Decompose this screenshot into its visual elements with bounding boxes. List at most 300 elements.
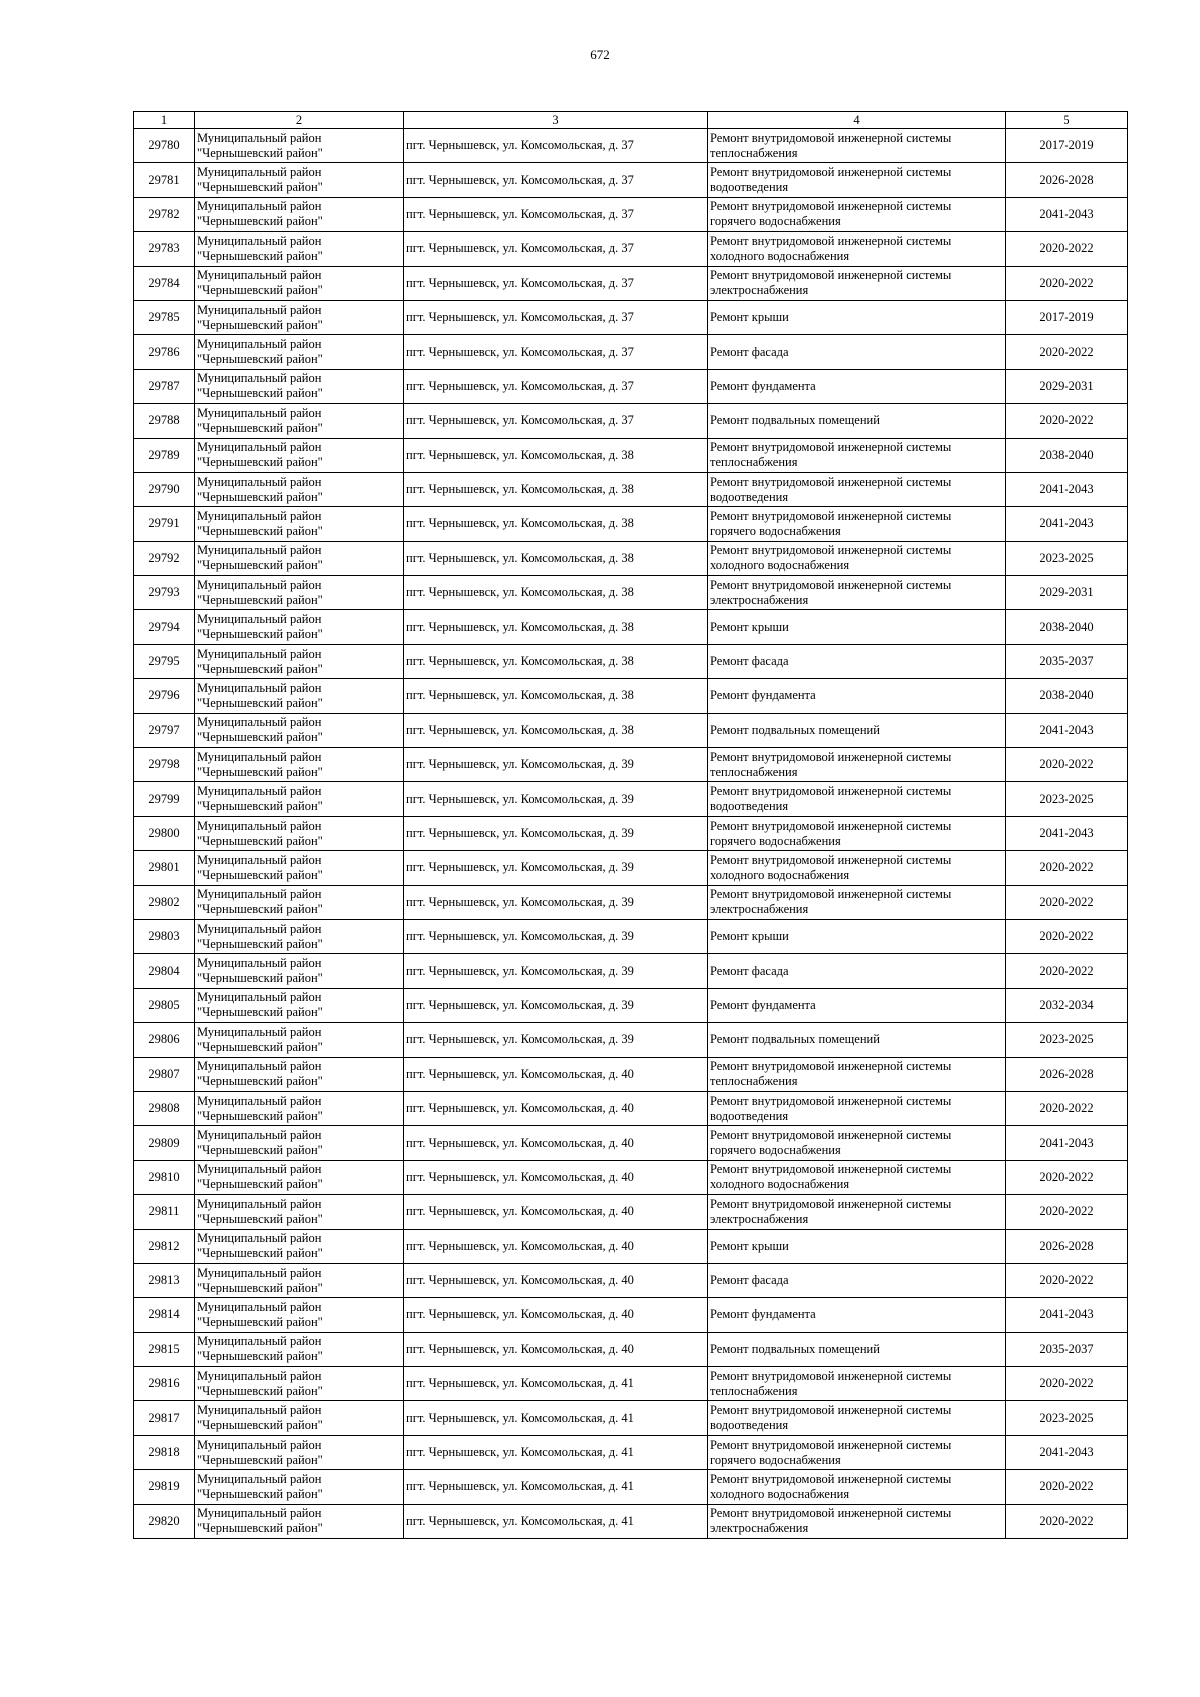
work-type-line: Ремонт внутридомовой инженерной системы <box>710 1437 952 1452</box>
column-number-row <box>134 112 1128 129</box>
table-row <box>134 266 1128 300</box>
work-type-line: электроснабжения <box>710 283 809 298</box>
municipality-line: "Чернышевский район" <box>197 558 323 573</box>
period-cell: 2020-2022 <box>1006 1367 1128 1401</box>
municipality-cell <box>195 404 404 438</box>
municipality-line: "Чернышевский район" <box>197 1383 323 1398</box>
work-type-line: водоотведения <box>710 489 789 504</box>
municipality-cell <box>195 1332 404 1366</box>
table-body <box>134 129 1128 1539</box>
period-cell: 2026-2028 <box>1006 1057 1128 1091</box>
address-cell: пгт. Чернышевск, ул. Комсомольская, д. 40 <box>404 1263 708 1297</box>
work-type-cell <box>708 163 1006 197</box>
table-row <box>134 163 1128 197</box>
municipality-line: "Чернышевский район" <box>197 627 323 642</box>
municipality-line: Муниципальный район <box>197 921 322 936</box>
municipality-cell <box>195 1470 404 1504</box>
municipality-cell <box>195 576 404 610</box>
page-number: 672 <box>590 47 610 62</box>
table-row <box>134 679 1128 713</box>
work-type-line: водоотведения <box>710 799 789 814</box>
municipality-line: Муниципальный район <box>197 371 322 386</box>
work-type-line: электроснабжения <box>710 592 809 607</box>
municipality-line: "Чернышевский район" <box>197 764 323 779</box>
municipality-line: "Чернышевский район" <box>197 592 323 607</box>
address-cell: пгт. Чернышевск, ул. Комсомольская, д. 39 <box>404 885 708 919</box>
column-header-5: 5 <box>1006 112 1128 129</box>
municipality-line: Муниципальный район <box>197 818 322 833</box>
municipality-line: Муниципальный район <box>197 749 322 764</box>
address-cell: пгт. Чернышевск, ул. Комсомольская, д. 38 <box>404 610 708 644</box>
table-row <box>134 851 1128 885</box>
work-type-line: теплоснабжения <box>710 1383 798 1398</box>
work-type-cell <box>708 1401 1006 1435</box>
municipality-cell <box>195 232 404 266</box>
municipality-cell <box>195 197 404 231</box>
municipality-cell <box>195 782 404 816</box>
municipality-line: "Чернышевский район" <box>197 799 323 814</box>
work-type-cell <box>708 1367 1006 1401</box>
period-cell: 2038-2040 <box>1006 610 1128 644</box>
period-cell: 2029-2031 <box>1006 369 1128 403</box>
municipality-line: "Чернышевский район" <box>197 352 323 367</box>
row-number: 29799 <box>134 782 195 816</box>
municipality-line: "Чернышевский район" <box>197 1418 323 1433</box>
work-type-cell <box>708 816 1006 850</box>
period-cell: 2038-2040 <box>1006 679 1128 713</box>
work-type-line: электроснабжения <box>710 902 809 917</box>
row-number: 29802 <box>134 885 195 919</box>
municipality-cell <box>195 438 404 472</box>
table-row <box>134 988 1128 1022</box>
address-cell: пгт. Чернышевск, ул. Комсомольская, д. 39 <box>404 988 708 1022</box>
municipality-line: "Чернышевский район" <box>197 695 323 710</box>
period-cell: 2026-2028 <box>1006 1229 1128 1263</box>
table-row <box>134 232 1128 266</box>
period-cell: 2020-2022 <box>1006 335 1128 369</box>
work-type-line: холодного водоснабжения <box>710 248 850 263</box>
municipality-cell <box>195 1229 404 1263</box>
municipality-line: Муниципальный район <box>197 233 322 248</box>
municipality-cell <box>195 1126 404 1160</box>
work-type-line: холодного водоснабжения <box>710 867 850 882</box>
table-row <box>134 541 1128 575</box>
work-type-cell <box>708 1332 1006 1366</box>
row-number: 29791 <box>134 507 195 541</box>
municipality-cell <box>195 1298 404 1332</box>
address-cell: пгт. Чернышевск, ул. Комсомольская, д. 38 <box>404 576 708 610</box>
municipality-line: "Чернышевский район" <box>197 317 323 332</box>
table-row <box>134 1057 1128 1091</box>
municipality-line: "Чернышевский район" <box>197 1280 323 1295</box>
municipality-line: Муниципальный район <box>197 302 322 317</box>
table-row <box>134 300 1128 334</box>
municipality-cell <box>195 1091 404 1125</box>
table-row <box>134 816 1128 850</box>
municipality-line: Муниципальный район <box>197 577 322 592</box>
municipality-line: Муниципальный район <box>197 1403 322 1418</box>
municipality-line: "Чернышевский район" <box>197 867 323 882</box>
work-type-line: Ремонт внутридомовой инженерной системы <box>710 474 952 489</box>
municipality-line: Муниципальный район <box>197 784 322 799</box>
address-cell: пгт. Чернышевск, ул. Комсомольская, д. 41 <box>404 1367 708 1401</box>
period-cell: 2041-2043 <box>1006 197 1128 231</box>
work-type-line: Ремонт подвальных помещений <box>710 1341 880 1356</box>
work-type-cell <box>708 507 1006 541</box>
work-type-cell <box>708 266 1006 300</box>
table-row <box>134 1504 1128 1538</box>
address-cell: пгт. Чернышевск, ул. Комсомольская, д. 37 <box>404 335 708 369</box>
period-cell: 2017-2019 <box>1006 129 1128 163</box>
period-cell: 2023-2025 <box>1006 1401 1128 1435</box>
work-type-line: электроснабжения <box>710 1521 809 1536</box>
period-cell: 2020-2022 <box>1006 851 1128 885</box>
municipality-line: Муниципальный район <box>197 337 322 352</box>
municipality-line: Муниципальный район <box>197 715 322 730</box>
address-cell: пгт. Чернышевск, ул. Комсомольская, д. 39 <box>404 851 708 885</box>
row-number: 29793 <box>134 576 195 610</box>
table-row <box>134 885 1128 919</box>
address-cell: пгт. Чернышевск, ул. Комсомольская, д. 38 <box>404 541 708 575</box>
work-type-cell <box>708 472 1006 506</box>
address-cell: пгт. Чернышевск, ул. Комсомольская, д. 38 <box>404 644 708 678</box>
municipality-cell <box>195 919 404 953</box>
row-number: 29797 <box>134 713 195 747</box>
work-type-cell <box>708 335 1006 369</box>
municipality-cell <box>195 954 404 988</box>
row-number: 29810 <box>134 1160 195 1194</box>
municipality-cell <box>195 748 404 782</box>
work-type-line: водоотведения <box>710 1108 789 1123</box>
address-cell: пгт. Чернышевск, ул. Комсомольская, д. 39 <box>404 748 708 782</box>
municipality-cell <box>195 472 404 506</box>
municipality-cell <box>195 300 404 334</box>
row-number: 29786 <box>134 335 195 369</box>
address-cell: пгт. Чернышевск, ул. Комсомольская, д. 41 <box>404 1504 708 1538</box>
work-type-line: теплоснабжения <box>710 1074 798 1089</box>
municipality-cell <box>195 885 404 919</box>
municipality-cell <box>195 335 404 369</box>
work-type-line: теплоснабжения <box>710 455 798 470</box>
work-type-cell <box>708 232 1006 266</box>
work-type-cell <box>708 1126 1006 1160</box>
row-number: 29820 <box>134 1504 195 1538</box>
municipality-line: "Чернышевский район" <box>197 1349 323 1364</box>
row-number: 29792 <box>134 541 195 575</box>
work-type-line: Ремонт внутридомовой инженерной системы <box>710 199 952 214</box>
work-type-line: Ремонт фундамента <box>710 1307 816 1322</box>
period-cell: 2020-2022 <box>1006 232 1128 266</box>
registry-table <box>133 111 1128 1539</box>
row-number: 29814 <box>134 1298 195 1332</box>
table-row <box>134 644 1128 678</box>
municipality-line: "Чернышевский район" <box>197 1177 323 1192</box>
municipality-line: "Чернышевский район" <box>197 1486 323 1501</box>
table-row <box>134 129 1128 163</box>
table-row <box>134 404 1128 438</box>
municipality-line: Муниципальный район <box>197 543 322 558</box>
row-number: 29796 <box>134 679 195 713</box>
municipality-cell <box>195 1023 404 1057</box>
municipality-line: Муниципальный район <box>197 1024 322 1039</box>
municipality-line: "Чернышевский район" <box>197 214 323 229</box>
work-type-line: Ремонт внутридомовой инженерной системы <box>710 233 952 248</box>
municipality-line: Муниципальный район <box>197 1093 322 1108</box>
municipality-line: "Чернышевский район" <box>197 420 323 435</box>
work-type-line: Ремонт внутридомовой инженерной системы <box>710 887 952 902</box>
row-number: 29816 <box>134 1367 195 1401</box>
address-cell: пгт. Чернышевск, ул. Комсомольская, д. 39 <box>404 1023 708 1057</box>
municipality-cell <box>195 1504 404 1538</box>
municipality-line: "Чернышевский район" <box>197 936 323 951</box>
address-cell: пгт. Чернышевск, ул. Комсомольская, д. 40 <box>404 1195 708 1229</box>
work-type-cell <box>708 1229 1006 1263</box>
municipality-cell <box>195 369 404 403</box>
row-number: 29807 <box>134 1057 195 1091</box>
municipality-cell <box>195 851 404 885</box>
work-type-line: Ремонт внутридомовой инженерной системы <box>710 1403 952 1418</box>
table-row <box>134 1091 1128 1125</box>
municipality-cell <box>195 988 404 1022</box>
table-row <box>134 1401 1128 1435</box>
period-cell: 2041-2043 <box>1006 1298 1128 1332</box>
municipality-line: Муниципальный район <box>197 508 322 523</box>
work-type-line: Ремонт внутридомовой инженерной системы <box>710 130 952 145</box>
municipality-line: Муниципальный район <box>197 165 322 180</box>
row-number: 29788 <box>134 404 195 438</box>
municipality-line: Муниципальный район <box>197 405 322 420</box>
municipality-cell <box>195 816 404 850</box>
table-row <box>134 1126 1128 1160</box>
municipality-cell <box>195 644 404 678</box>
municipality-line: Муниципальный район <box>197 1299 322 1314</box>
municipality-line: Муниципальный район <box>197 1196 322 1211</box>
period-cell: 2020-2022 <box>1006 1504 1128 1538</box>
table-row <box>134 507 1128 541</box>
row-number: 29818 <box>134 1435 195 1469</box>
work-type-line: Ремонт фундамента <box>710 997 816 1012</box>
municipality-cell <box>195 713 404 747</box>
work-type-line: Ремонт крыши <box>710 1238 789 1253</box>
table-row <box>134 438 1128 472</box>
work-type-cell <box>708 1023 1006 1057</box>
municipality-cell <box>195 507 404 541</box>
period-cell: 2023-2025 <box>1006 1023 1128 1057</box>
municipality-cell <box>195 163 404 197</box>
address-cell: пгт. Чернышевск, ул. Комсомольская, д. 41 <box>404 1470 708 1504</box>
period-cell: 2035-2037 <box>1006 1332 1128 1366</box>
address-cell: пгт. Чернышевск, ул. Комсомольская, д. 39 <box>404 954 708 988</box>
work-type-cell <box>708 438 1006 472</box>
work-type-cell <box>708 610 1006 644</box>
work-type-cell <box>708 782 1006 816</box>
period-cell: 2038-2040 <box>1006 438 1128 472</box>
municipality-cell <box>195 1263 404 1297</box>
work-type-line: Ремонт внутридомовой инженерной системы <box>710 818 952 833</box>
period-cell: 2020-2022 <box>1006 919 1128 953</box>
table-row <box>134 713 1128 747</box>
address-cell: пгт. Чернышевск, ул. Комсомольская, д. 37 <box>404 197 708 231</box>
row-number: 29819 <box>134 1470 195 1504</box>
work-type-line: Ремонт крыши <box>710 310 789 325</box>
work-type-line: холодного водоснабжения <box>710 558 850 573</box>
table-row <box>134 610 1128 644</box>
row-number: 29817 <box>134 1401 195 1435</box>
work-type-line: холодного водоснабжения <box>710 1177 850 1192</box>
work-type-line: горячего водоснабжения <box>710 214 841 229</box>
table-row <box>134 369 1128 403</box>
municipality-line: Муниципальный район <box>197 646 322 661</box>
address-cell: пгт. Чернышевск, ул. Комсомольская, д. 39 <box>404 816 708 850</box>
address-cell: пгт. Чернышевск, ул. Комсомольская, д. 40 <box>404 1298 708 1332</box>
work-type-cell <box>708 748 1006 782</box>
municipality-line: Муниципальный район <box>197 1265 322 1280</box>
table-row <box>134 1298 1128 1332</box>
municipality-line: Муниципальный район <box>197 990 322 1005</box>
municipality-line: Муниципальный район <box>197 1334 322 1349</box>
table-row <box>134 472 1128 506</box>
municipality-line: "Чернышевский район" <box>197 730 323 745</box>
municipality-line: "Чернышевский район" <box>197 489 323 504</box>
period-cell: 2026-2028 <box>1006 163 1128 197</box>
work-type-line: Ремонт фундамента <box>710 688 816 703</box>
municipality-line: Муниципальный район <box>197 612 322 627</box>
address-cell: пгт. Чернышевск, ул. Комсомольская, д. 37 <box>404 404 708 438</box>
row-number: 29803 <box>134 919 195 953</box>
row-number: 29795 <box>134 644 195 678</box>
municipality-line: Муниципальный район <box>197 1471 322 1486</box>
municipality-cell <box>195 1401 404 1435</box>
municipality-line: Муниципальный район <box>197 1506 322 1521</box>
table-row <box>134 1023 1128 1057</box>
municipality-line: "Чернышевский район" <box>197 1521 323 1536</box>
work-type-cell <box>708 954 1006 988</box>
municipality-line: "Чернышевский район" <box>197 661 323 676</box>
address-cell: пгт. Чернышевск, ул. Комсомольская, д. 40 <box>404 1057 708 1091</box>
municipality-line: "Чернышевский район" <box>197 455 323 470</box>
address-cell: пгт. Чернышевск, ул. Комсомольская, д. 38 <box>404 438 708 472</box>
work-type-cell <box>708 885 1006 919</box>
row-number: 29790 <box>134 472 195 506</box>
work-type-cell <box>708 1435 1006 1469</box>
table-row <box>134 576 1128 610</box>
municipality-line: "Чернышевский район" <box>197 1452 323 1467</box>
column-header-1: 1 <box>134 112 195 129</box>
work-type-line: Ремонт внутридомовой инженерной системы <box>710 543 952 558</box>
work-type-line: Ремонт крыши <box>710 619 789 634</box>
work-type-line: Ремонт внутридомовой инженерной системы <box>710 1368 952 1383</box>
row-number: 29801 <box>134 851 195 885</box>
row-number: 29813 <box>134 1263 195 1297</box>
work-type-line: Ремонт внутридомовой инженерной системы <box>710 1196 952 1211</box>
address-cell: пгт. Чернышевск, ул. Комсомольская, д. 38 <box>404 507 708 541</box>
work-type-line: электроснабжения <box>710 1211 809 1226</box>
work-type-line: Ремонт внутридомовой инженерной системы <box>710 852 952 867</box>
table-row <box>134 1367 1128 1401</box>
municipality-line: "Чернышевский район" <box>197 523 323 538</box>
period-cell: 2020-2022 <box>1006 1470 1128 1504</box>
period-cell: 2020-2022 <box>1006 1160 1128 1194</box>
period-cell: 2020-2022 <box>1006 1263 1128 1297</box>
municipality-line: Муниципальный район <box>197 199 322 214</box>
municipality-line: "Чернышевский район" <box>197 1246 323 1261</box>
table-row <box>134 335 1128 369</box>
municipality-line: "Чернышевский район" <box>197 1143 323 1158</box>
municipality-line: "Чернышевский район" <box>197 833 323 848</box>
table-row <box>134 954 1128 988</box>
municipality-line: "Чернышевский район" <box>197 1211 323 1226</box>
address-cell: пгт. Чернышевск, ул. Комсомольская, д. 37 <box>404 129 708 163</box>
work-type-line: водоотведения <box>710 1418 789 1433</box>
work-type-cell <box>708 404 1006 438</box>
table-row <box>134 1160 1128 1194</box>
municipality-cell <box>195 1195 404 1229</box>
work-type-line: водоотведения <box>710 180 789 195</box>
row-number: 29785 <box>134 300 195 334</box>
row-number: 29808 <box>134 1091 195 1125</box>
table-row <box>134 748 1128 782</box>
address-cell: пгт. Чернышевск, ул. Комсомольская, д. 41 <box>404 1401 708 1435</box>
table-row <box>134 1195 1128 1229</box>
municipality-line: Муниципальный район <box>197 1162 322 1177</box>
work-type-line: Ремонт внутридомовой инженерной системы <box>710 1471 952 1486</box>
row-number: 29811 <box>134 1195 195 1229</box>
table-row <box>134 919 1128 953</box>
municipality-cell <box>195 1057 404 1091</box>
work-type-cell <box>708 644 1006 678</box>
address-cell: пгт. Чернышевск, ул. Комсомольская, д. 40 <box>404 1091 708 1125</box>
table-row <box>134 1263 1128 1297</box>
work-type-line: Ремонт фасада <box>710 1273 789 1288</box>
work-type-line: Ремонт фасада <box>710 654 789 669</box>
row-number: 29806 <box>134 1023 195 1057</box>
work-type-line: теплоснабжения <box>710 145 798 160</box>
row-number: 29798 <box>134 748 195 782</box>
table-row <box>134 1229 1128 1263</box>
municipality-line: Муниципальный район <box>197 852 322 867</box>
municipality-cell <box>195 610 404 644</box>
work-type-line: Ремонт подвальных помещений <box>710 722 880 737</box>
work-type-cell <box>708 541 1006 575</box>
period-cell: 2029-2031 <box>1006 576 1128 610</box>
municipality-line: "Чернышевский район" <box>197 1005 323 1020</box>
work-type-cell <box>708 1160 1006 1194</box>
row-number: 29781 <box>134 163 195 197</box>
work-type-line: Ремонт внутридомовой инженерной системы <box>710 1059 952 1074</box>
municipality-line: Муниципальный район <box>197 887 322 902</box>
column-header-3: 3 <box>404 112 708 129</box>
address-cell: пгт. Чернышевск, ул. Комсомольская, д. 37 <box>404 232 708 266</box>
table-row <box>134 1332 1128 1366</box>
address-cell: пгт. Чернышевск, ул. Комсомольская, д. 38 <box>404 713 708 747</box>
municipality-line: Муниципальный район <box>197 1128 322 1143</box>
address-cell: пгт. Чернышевск, ул. Комсомольская, д. 37 <box>404 266 708 300</box>
work-type-line: горячего водоснабжения <box>710 1452 841 1467</box>
municipality-line: "Чернышевский район" <box>197 902 323 917</box>
work-type-line: Ремонт фундамента <box>710 378 816 393</box>
period-cell: 2041-2043 <box>1006 472 1128 506</box>
municipality-cell <box>195 266 404 300</box>
address-cell: пгт. Чернышевск, ул. Комсомольская, д. 38 <box>404 472 708 506</box>
municipality-line: Муниципальный район <box>197 1059 322 1074</box>
address-cell: пгт. Чернышевск, ул. Комсомольская, д. 37 <box>404 163 708 197</box>
municipality-line: "Чернышевский район" <box>197 145 323 160</box>
period-cell: 2020-2022 <box>1006 1091 1128 1125</box>
municipality-line: "Чернышевский район" <box>197 971 323 986</box>
table-row <box>134 197 1128 231</box>
address-cell: пгт. Чернышевск, ул. Комсомольская, д. 37 <box>404 369 708 403</box>
row-number: 29815 <box>134 1332 195 1366</box>
